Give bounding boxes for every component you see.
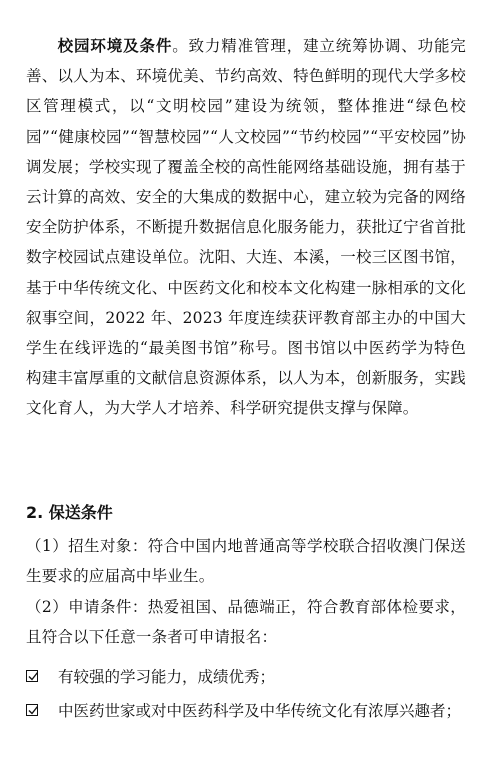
checkbox-checked-icon <box>26 670 38 682</box>
checklist-item <box>26 662 466 692</box>
admission-conditions-heading: 2. 保送条件 <box>26 503 113 522</box>
admission-target-item: （1）招生对象：符合中国内地普通高等学校联合招收澳门保送生要求的应届高中毕业生。 <box>26 537 466 586</box>
checklist-item-text: 中医药世家或对中医药科学及中华传统文化有浓厚兴趣者； <box>58 702 462 720</box>
campus-environment-body: 。致力精准管理，建立统筹协调、功能完善、以人为本、环境优美、节约高效、特色鲜明的现代大学多校区管理模式，以“文明校园”建设为统领，整体推进“绿色校园”“健康校园”“智慧校园”“人文校园”“节约校园”“平安校园”协调发展；学校实现了覆盖全校的高性能网络基础设施，拥有基于云计算的高效、安全的大集成的数据中心，建立较为完备的网络安全防护体系，不断提升数据信息化服务能力，获批辽宁省首批数字校园试点建设单位。沈阳、大连、本溪，一校三区图书馆，基于中华传统文化、中医药文化和校本文化构建一脉相承的文化叙事空间，2022 年、2023 年度连续获评教育部主办的中国大学生在线评选的“最美图书馆”称号。图书馆以中医药学为特色构建丰富厚重的文献信息资源体系，以人为本，创新服务，实践文化育人，为大学人才培养、科学研究提供支撑与保障。 <box>26 37 466 418</box>
application-conditions-item: （2）申请条件：热爱祖国、品德端正，符合教育部体检要求，且符合以下任意一条者可申请报名： <box>26 598 466 647</box>
section-campus-paragraph <box>26 31 466 424</box>
checkbox-checked-icon <box>26 704 38 716</box>
checklist-item-text: 有较强的学习能力，成绩优秀； <box>58 668 276 686</box>
checklist-item <box>26 696 466 726</box>
campus-environment-lead: 校园环境及条件 <box>57 36 173 55</box>
